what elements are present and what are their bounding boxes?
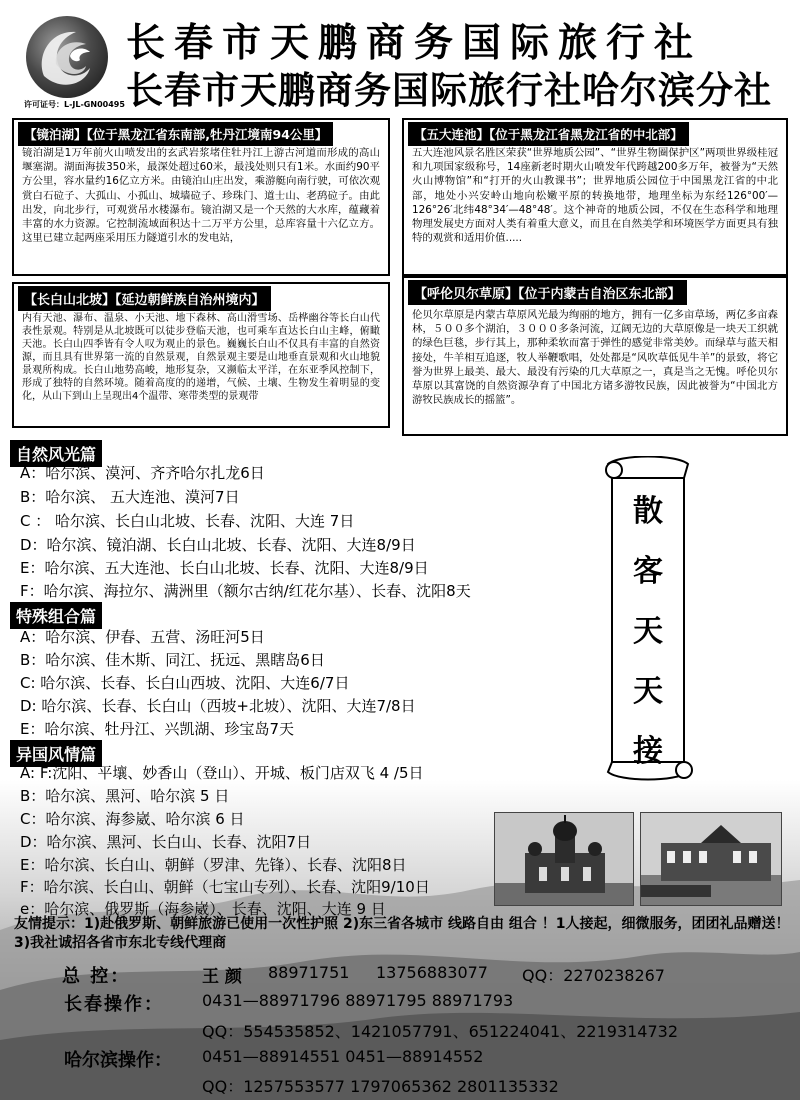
attraction-hulunbuir	[402, 276, 788, 436]
branch-title: 长春市天鹏商务国际旅行社哈尔滨分社	[126, 68, 772, 112]
route-item: E：哈尔滨、长白山、朝鲜（罗津、先锋）、长春、沈阳8日	[20, 856, 407, 874]
attraction-title: 【五大连池】【位于黑龙江省黑龙江省的中北部】	[408, 122, 689, 146]
scroll-char: 客	[633, 554, 663, 589]
changchun-ops-qq: QQ：554535852、1421057791、651224041、2219314732	[202, 1022, 679, 1041]
changchun-ops-phones: 0431—88971796 88971795 88971793	[202, 991, 514, 1010]
route-item: A：哈尔滨、漠河、齐齐哈尔扎龙6日	[20, 464, 265, 482]
station-photo	[640, 812, 782, 906]
section-special-combo: 特殊组合篇	[10, 602, 102, 629]
route-item: B：哈尔滨、 五大连池、漠河7日	[20, 488, 240, 506]
route-item: A：哈尔滨、伊春、五营、汤旺河5日	[20, 628, 265, 646]
route-item: F：哈尔滨、长白山、朝鲜（七宝山专列）、长春、沈阳9/10日	[20, 878, 430, 896]
individual-tourists-scroll	[600, 456, 696, 786]
route-item: F：哈尔滨、海拉尔、满洲里（额尔古纳/红花尔基）、长春、沈阳8天	[20, 582, 471, 600]
route-item: e：哈尔滨、俄罗斯（海参崴）、长春、沈阳、大连 9 日	[20, 900, 386, 918]
general-control-name: 王 颜	[202, 967, 242, 987]
company-title: 长春市天鹏商务国际旅行社	[126, 20, 703, 66]
attraction-title: 【镜泊湖】【位于黑龙江省东南部,牡丹江境南94公里】	[18, 122, 333, 146]
scroll-char: 天	[633, 674, 663, 709]
route-item: E：哈尔滨、牡丹江、兴凯湖、珍宝岛7天	[20, 720, 295, 738]
route-item: E：哈尔滨、五大连池、长白山北坡、长春、沈阳、大连8/9日	[20, 559, 429, 577]
attraction-title: 【长白山北坡】【延边朝鲜族自治州境内】	[18, 286, 271, 311]
attraction-title: 【呼伦贝尔草原】【位于内蒙古自治区东北部】	[408, 280, 687, 305]
general-control-qq: QQ：2270238267	[522, 966, 665, 985]
harbin-ops-phones: 0451—88914551 0451—88914552	[202, 1047, 484, 1066]
attraction-wudalianchi	[402, 118, 788, 276]
route-item: D: 哈尔滨、长春、长白山（西坡+北坡）、沈阳、大连7/8日	[20, 697, 416, 715]
harbin-ops-label: 哈尔滨操作：	[64, 1050, 172, 1071]
general-control-label: 总 控：	[62, 966, 131, 987]
attraction-text: 内有天池、瀑布、温泉、小天池、地下森林、高山滑雪场、岳桦幽谷等长白山代表性景观。特别是从北坡既可以徒步登临天池，也可乘车直达长白山主峰，俯瞰天池。长白山四季皆有令人叹为观止的景色。巍巍长白山不仅具有丰富的自然资源，而且具有世界第一流的自然景观，自然景观主要是山地垂直景观和火山地貌景观所构成。长白山地势高峻，地形复杂，又濒临太平洋，在东亚季风控制下，形成了独特的自然环境。随着高度的的递增，气候、土壤、生物发生着明显的变化，从山下到山上呈现出4个温带、寒带类型的景观带	[22, 313, 380, 402]
scroll-char: 天	[633, 614, 663, 649]
scroll-char: 接	[633, 734, 663, 769]
route-item: C：哈尔滨、海参崴、哈尔滨 6 日	[20, 810, 245, 828]
section-foreign-style: 异国风情篇	[10, 740, 102, 767]
route-item: D：哈尔滨、黑河、长白山、长春、沈阳7日	[20, 833, 312, 851]
harbin-ops-qq: QQ：1257553577 1797065362 2801135332	[202, 1077, 559, 1096]
friendly-tips: 友情提示：1)赴俄罗斯、朝鲜旅游已使用一次性护照 2)东三省各城市 线路自由 组合 ！1人接起，细微服务，团团礼品赠送！ 3)我社诚招各省市东北专线代理商	[14, 916, 790, 951]
attraction-text: 五大连池风景名胜区荣获“世界地质公园”、“世界生物圈保护区”两项世界级桂冠和九项国家级称号，14座新老时期火山喷发年代跨越200多万年，被誉为“天然火山博物馆”和“打开的火山教课书”；世界地质公园位于中国黑龙江省的中北部，地处小兴安岭山地向松嫩平原的转换地带，地理坐标为东经126°00′—126°26′北纬48°34′—48°48′。这个神奇的地质公园，不仅在生态科学和地理物理发展史方面对人类有着重大意义，而且在自然美学和环境医学方面更具有独特的观赏和适用价值.....	[412, 147, 778, 245]
attraction-jingpo-lake	[12, 118, 390, 276]
page-header	[0, 0, 800, 112]
license-number: 许可证号：L-JL-GN00495	[24, 100, 125, 109]
attraction-text: 伦贝尔草原是内蒙古草原风光最为绚丽的地方，拥有一亿多亩草场，两亿多亩森林，５００多个湖泊，３０００多条河流，辽阔无边的大草原像是一块天工织就的绿色巨毯，步行其上，那种柔软而富于弹性的感觉非常美妙。而绿草与蓝天相接处，牛羊相互追逐，牧人举鞭歌唱，处处都是“风吹草低见牛羊”的景致，将它誉为世界上最美、最大、最没有污染的几大草原之一，真是当之无愧。呼伦贝尔草原以其富饶的自然资源孕育了中国北方诸多游牧民族，因此被誉为“中国北方游牧民族成长的摇篮”。	[412, 309, 778, 407]
general-control-phone: 88971751	[268, 963, 350, 982]
general-control-mobile: 13756883077	[376, 963, 488, 982]
route-item: B：哈尔滨、佳木斯、同江、抚远、黑瞎岛6日	[20, 651, 325, 669]
route-item: D：哈尔滨、镜泊湖、长白山北坡、长春、沈阳、大连8/9日	[20, 536, 416, 554]
attraction-text: 镜泊湖是1万年前火山喷发出的玄武岩浆堵住牡丹江上游古河道而形成的高山堰塞湖。湖面海拔350米，最深处超过60米，最浅处则只有1米。水面约90平方公里，容水量约16亿立方米。由镜泊山庄出发，乘游艇向南行驶，可依次观赏白石砬子、大孤山、小孤山、城墙砬子、珍珠门、道士山、老鸹砬子。由此出发，向北步行，可观赏吊水楼瀑布。镜泊湖又是一个天然的大水库，蕴藏着丰富的水力资源。它控制流域面积达十二万平方公里，总库容量十六亿立方。这里已建立起两座采用压力隧道引水的发电站，	[22, 147, 380, 245]
changchun-ops-label: 长春操作：	[64, 994, 164, 1015]
route-item: C ： 哈尔滨、长白山北坡、长春、沈阳、大连 7日	[20, 512, 355, 530]
route-item: A: F:沈阳、平壤、妙香山（登山）、开城、板门店双飞 4 /5日	[20, 764, 424, 782]
route-item: B：哈尔滨、黑河、哈尔滨 5 日	[20, 787, 230, 805]
scroll-char: 散	[633, 494, 663, 529]
attraction-changbai-north	[12, 282, 390, 428]
company-logo-icon	[26, 16, 108, 98]
route-item: C: 哈尔滨、长春、长白山西坡、沈阳、大连6/7日	[20, 674, 350, 692]
section-natural-scenery: 自然风光篇	[10, 440, 102, 467]
church-photo	[494, 812, 634, 906]
